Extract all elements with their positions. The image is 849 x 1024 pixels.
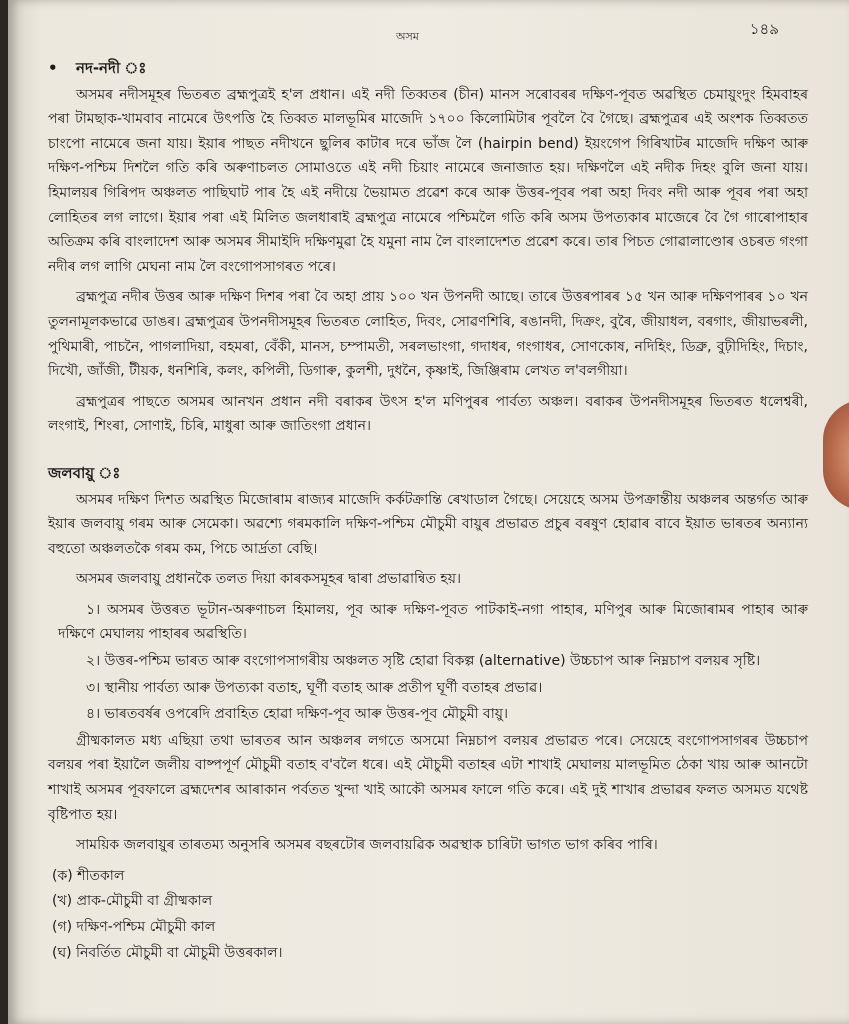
bullet-icon: • — [48, 59, 58, 77]
factor-item: ১। অসমৰ উত্তৰত ভূটান-অৰুণাচল হিমালয়, পূব আৰু দক্ষিণ-পূবত পাটকাই-নগা পাহাৰ, মণিপুৰ আৰু মিজোৰামৰ পাহাৰ আৰু দক্ষিণে মেঘালয় পাহাৰৰ অৱস্থিতি। — [58, 601, 809, 643]
section-heading-climate: জলবায়ু ঃ — [48, 463, 121, 482]
factor-item: ২। উত্তৰ-পশ্চিম ভাৰত আৰু বংগোপসাগৰীয় অঞ্চলত সৃষ্টি হোৱা বিকল্প (alternative) উচ্চচাপ আৰু নিম্নচাপ বলয়ৰ সৃষ্টি। — [86, 653, 761, 670]
paragraph: অসমৰ নদীসমূহৰ ভিতৰত ব্ৰহ্মপুত্ৰই হ'ল প্ৰধান। এই নদী তিব্বতৰ (চীন) মানস সৰোবৰৰ দক্ষিণ-পূবত অৱস্থিত চেমায়ুংদুং হিমবাহৰ পৰা টামছাক-খামবাব নামেৰে উৎপত্তি হৈ তিব্বত মালভূমিৰ মাজেদি ১৭০০ কিলোমিটাৰ পূবলৈ বৈ গৈছে। ব্ৰহ্মপুত্ৰৰ এই অংশক তিব্বতত চাংপো নামেৰে জনা যায়। ইয়াৰ পাছত নদীখনে ছুলিৰ কাটাৰ দৰে ভাঁজ লৈ (hairpin bend) ইয়ংগেপ গিৰিখাটৰ মাজেদি দক্ষিণ আৰু দক্ষিণ-পশ্চিম দিশলৈ গতি কৰি অৰুণাচলত সোমাওতে এই নদী চিয়াং নামেৰে জনাজাত হয়। দক্ষিণলৈ এই নদীক দিহং বুলি জনা যায়। হিমালয়ৰ গিৰিপদ অঞ্চলত পাছিঘাট পাৰ হৈ এই নদীয়ে ভৈয়ামত প্ৰৱেশ কৰে আৰু উত্তৰ-পূবৰ পৰা অহা দিবং নদী আৰু পূবৰ পৰা অহা লোহিতৰ লগ লাগে। ইয়াৰ পৰা এই মিলিত জলধাৰাই ব্ৰহ্মপুত্ৰ নামেৰে পশ্চিমলৈ গতি কৰি অসম উপত্যকাৰ মাজেৰে বৈ গৈ গাৰোপাহাৰ অতিক্ৰম কৰি বাংলাদেশ আৰু অসমৰ সীমাইদি দক্ষিণমুৱা হৈ যমুনা নাম লৈ বাংলাদেশত প্ৰৱেশ কৰে। তাৰ পিচত গোৱালাণ্ডোৰ ওচৰত গংগা নদীৰ লগ লাগি মেঘনা নাম লৈ বংগোপসাগৰত পৰে। — [48, 86, 808, 275]
season-item: (গ) দক্ষিণ-পশ্চিম মৌচুমী কাল — [52, 919, 216, 935]
section-title: নদ-নদী ঃ — [76, 59, 147, 77]
section-heading-rivers — [48, 56, 808, 81]
page-content — [48, 56, 808, 966]
page-number: ১৪৯ — [749, 20, 779, 38]
season-item: (খ) প্ৰাক-মৌচুমী বা গ্ৰীষ্মকাল — [52, 893, 213, 910]
season-item: (ক) শীতকাল — [52, 867, 125, 884]
paragraph: অসমৰ দক্ষিণ দিশত অৱস্থিত মিজোৰাম ৰাজ্যৰ মাজেদি কৰ্কটক্ৰান্তি ৰেখাডাল গৈছে। সেয়েহে অসম উপক্ৰান্তীয় অঞ্চলৰ অন্তৰ্গত আৰু ইয়াৰ জলবায়ু গৰম আৰু সেমেকা। অৱশ্যে গৰমকালি দক্ষিণ-পশ্চিম মৌচুমী বায়ুৰ প্ৰভাৱত প্ৰচুৰ বৰষুণ হোৱাৰ বাবে ইয়াত ভাৰতৰ অন্যান্য বহুতো অঞ্চলতকৈ গৰম কম, পিচে আৰ্দ্ৰতা বেছি। — [48, 491, 808, 557]
running-head: অসম — [396, 30, 419, 43]
paragraph: অসমৰ জলবায়ু প্ৰধানকৈ তলত দিয়া কাৰকসমূহৰ দ্বাৰা প্ৰভাৱান্বিত হয়। — [76, 571, 462, 588]
factor-item: ৪। ভাৰতবৰ্ষৰ ওপৰেদি প্ৰবাহিত হোৱা দক্ষিণ-পূব আৰু উত্তৰ-পূব মৌচুমী বায়ু। — [86, 706, 509, 723]
book-page — [8, 0, 849, 1024]
paragraph: গ্ৰীষ্মকালত মধ্য এছিয়া তথা ভাৰতৰ আন অঞ্চলৰ লগতে অসমো নিম্নচাপ বলয়ৰ প্ৰভাৱত পৰে। সেয়েহে বংগোপসাগৰৰ উচ্চচাপ বলয়ৰ পৰা ইয়ালৈ জলীয় বাষ্পপূৰ্ণ মৌচুমী বতাহ ব'বলৈ ধৰে। এই মৌচুমী বতাহৰ এটা শাখাই মেঘালয় মালভূমিত ঠেকা খায় আৰু আনটো শাখাই অসমৰ পূবফালে ব্ৰহ্মদেশৰ আৰাকান পৰ্বতত খুন্দা খাই আকৌ অসমৰ ফালে গতি কৰে। এই দুই শাখাৰ প্ৰভাৱৰ ফলত অসমত যথেষ্ট বৃষ্টিপাত হয়। — [48, 732, 808, 823]
factor-item: ৩। স্থানীয় পাৰ্বত্য আৰু উপত্যকা বতাহ, ঘূৰ্ণী বতাহ আৰু প্ৰতীপ ঘূৰ্ণী বতাহৰ প্ৰভাৱ। — [86, 679, 543, 696]
season-item: (ঘ) নিবৰ্তিত মৌচুমী বা মৌচুমী উত্তৰকাল। — [52, 944, 283, 961]
paragraph: ব্ৰহ্মপুত্ৰৰ পাছতে অসমৰ আনখন প্ৰধান নদী বৰাকৰ উৎস হ'ল মণিপুৰৰ পাৰ্বত্য অঞ্চল। বৰাকৰ উপনদীসমূহৰ ভিতৰত ধলেশ্বৰী, লংগাই, শিংৰা, সোণাই, চিৰি, মাধুৰা আৰু জাতিংগা প্ৰধান। — [48, 393, 808, 435]
thumb-photo-artifact — [823, 400, 849, 510]
paragraph: ব্ৰহ্মপুত্ৰ নদীৰ উত্তৰ আৰু দক্ষিণ দিশৰ পৰা বৈ অহা প্ৰায় ১০০ খন উপনদী আছে। তাৰে উত্তৰপাৰৰ ১৫ খন আৰু দক্ষিণপাৰৰ ১০ খন তুলনামূলকভাৱে ডাঙৰ। ব্ৰহ্মপুত্ৰৰ উপনদীসমূহৰ ভিতৰত লোহিত, দিবং, সোৱণশিৰি, ৰঙানদী, দিক্ৰং, বুৰৈ, জীয়াধল, বৰগাং, জীয়াভৰলী, পুথিমাৰী, পাচনৈ, পাগলাদিয়া, বহমৰা, বেঁকী, মানস, চম্পামতী, সৰলভাংগা, গদাধৰ, গংগাধৰ, সোণকোষ, নদিহিং, ডিব্ৰু, বুঢ়ীদিহিং, দিচাং, দিখৌ, জাঁজী, টীয়ক, ধনশিৰি, কলং, কপিলী, ডিগাৰু, কুলশী, দুধনৈ, কৃষ্ণাই, জিঞ্জিৰাম লেখত ল'বলগীয়া। — [48, 289, 808, 380]
paragraph: সাময়িক জলবায়ুৰ তাৰতম্য অনুসৰি অসমৰ বছৰটোৰ জলবায়ৱিক অৱস্থাক চাৰিটা ভাগত ভাগ কৰিব পাৰি। — [76, 837, 658, 854]
